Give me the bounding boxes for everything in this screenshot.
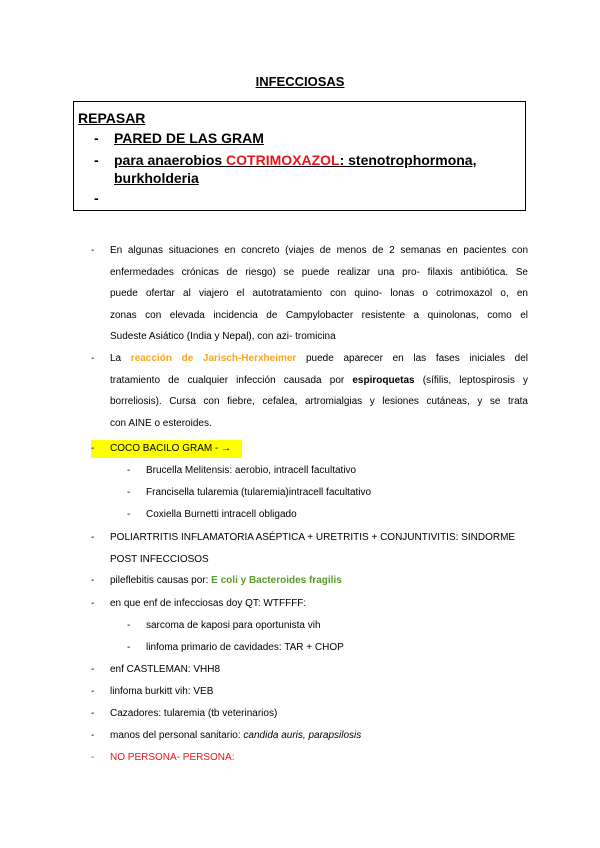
castleman-text: enf CASTLEMAN: VHH8 [110,664,221,675]
cotrimoxazol-highlight: COTRIMOXAZOL [226,152,340,168]
coco-bacilo-text: COCO BACILO GRAM - → [110,443,232,454]
text-part: puede aparecer en las fases iniciales del [296,353,528,364]
text-part: pileflebitis causas por: [110,575,212,586]
sub-item-text: Francisella tularemia (tularemia)intracell facultativo [146,487,372,498]
bullet-dash: - [91,353,95,364]
text-line: enfermedades crónicas de riesgo) se puede realizar una pro- filaxis antibiótica. Se [110,266,528,278]
review-heading: REPASAR [78,110,146,126]
review-item-2-part-b: : stenotrophormona, [339,152,477,168]
review-item-2-continuation: burkholderia [114,170,199,186]
text-part: (sífilis, leptospirosis y [414,374,528,386]
jarisch-reaction-highlight: reacción de Jarisch-Herxheimer [130,353,297,364]
bullet-dash: - [91,245,95,256]
bullet-dash: - [127,642,131,653]
review-item-1-text: PARED DE LAS GRAM [114,130,264,146]
bullet-dash: - [91,664,95,675]
text-line: zonas con elevada incidencia de Campylobacter resistente a quinolonas, como el [110,309,528,321]
list-item-travel-text [110,240,528,348]
text-line [110,348,528,370]
bullet-dash: - [91,730,95,741]
text-line: POST INFECCIOSOS [110,553,209,565]
text-part: tratamiento de cualquier infección causada por [110,374,353,386]
bullet-dash: - [91,575,95,586]
review-item-2-text [114,150,476,170]
review-item-2-part-a: para anaerobios [114,152,227,168]
candida-italic: candida auris, parapsilosis [243,730,362,741]
no-persona-text: NO PERSONA- PERSONA: [110,752,235,763]
bullet-dash: - [127,509,131,520]
poliartritis-text [110,527,515,570]
bullet-dash: - [94,152,99,168]
list-item-jarisch-text [110,348,528,434]
sub-item-text: linfoma primario de cavidades: TAR + CHOP [146,642,344,653]
text-line: Sudeste Asiático (India y Nepal), con azi- tromicina [110,331,336,342]
bullet-dash: - [94,130,99,146]
text-part: manos del personal sanitario: [110,730,244,741]
text-line: POLIARTRITIS INFLAMATORIA ASÉPTICA + URETRITIS + CONJUNTIVITIS: SINDORME [110,532,516,543]
review-box [73,101,526,211]
text-line: borreliosis). Cursa con fiebre, cefalea, artromialgias y lesiones cutáneas, y se trata [110,396,528,407]
pileflebitis-text [110,570,342,592]
bullet-dash: - [127,620,131,631]
text-line: puede ofertar al viajero el autotratamiento con quino- lonas o cotrimoxazol o, en [110,288,528,299]
cazadores-text: Cazadores: tularemia (tb veterinarios) [110,708,278,719]
page-title: INFECCIOSAS [255,74,345,89]
text-line [110,370,528,392]
burkitt-text: linfoma burkitt vih: VEB [110,686,214,697]
ecoli-bacteroides-highlight: E coli y Bacteroides fragilis [211,575,342,586]
bullet-dash: - [127,465,131,476]
bullet-dash: - [91,443,95,454]
list-item-coco-bacilo [91,440,242,458]
bullet-dash: - [91,752,95,763]
sub-item-text: sarcoma de kaposi para oportunista vih [146,620,321,631]
bullet-dash: - [127,487,131,498]
espiroquetas-bold: espiroquetas [352,374,415,386]
sub-item-text: Brucella Melitensis: aerobio, intracell facultativo [146,465,357,476]
bullet-dash: - [91,532,95,543]
text-part: La [110,353,131,364]
qt-text: en que enf de infecciosas doy QT: WTFFFF: [110,598,307,609]
text-line: En algunas situaciones en concreto (viajes de menos de 2 semanas en pacientes con [110,245,528,256]
sub-item-text: Coxiella Burnetti intracell obligado [146,509,297,520]
bullet-dash: - [91,708,95,719]
manos-text [110,725,361,747]
text-line: con AINE o esteroides. [110,417,212,429]
bullet-dash: - [91,686,95,697]
bullet-dash: - [94,190,99,206]
bullet-dash: - [91,598,95,609]
